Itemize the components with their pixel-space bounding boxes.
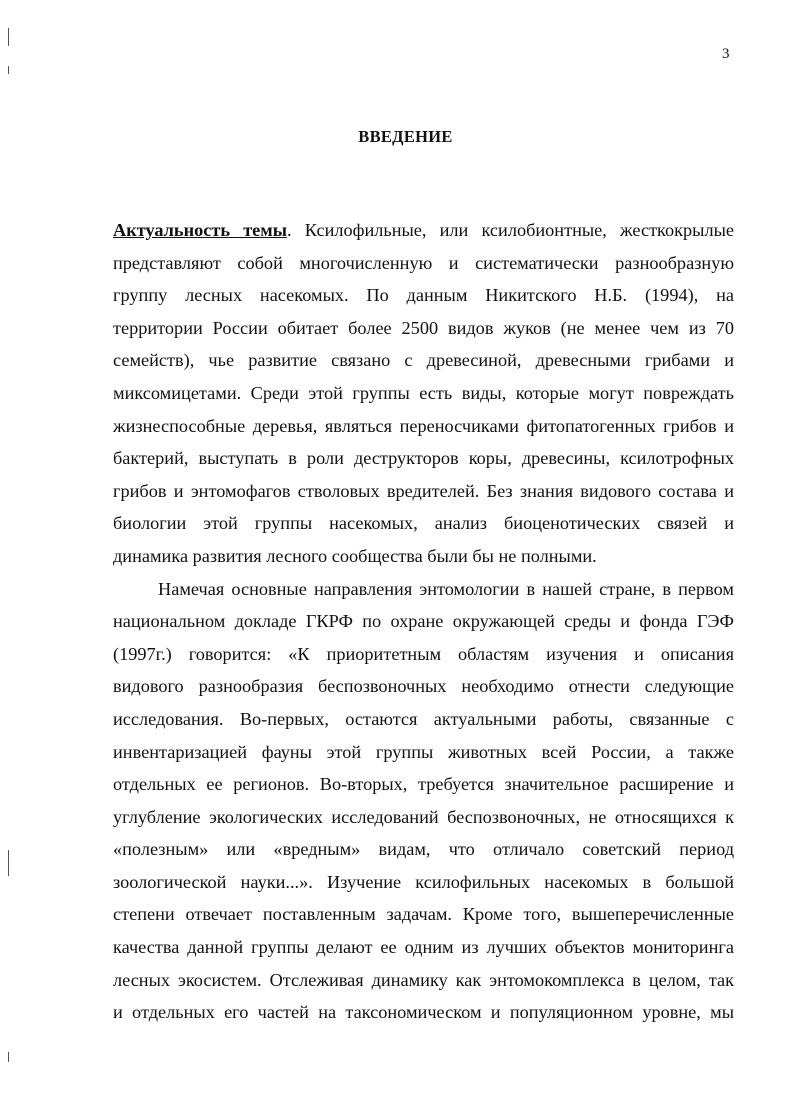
paragraph-line: зоологической науки...». Изучение ксилофильных насекомых в большой (113, 871, 734, 892)
paragraph-line: исследования. Во-первых, остаются актуальными работы, связанные с (113, 708, 734, 729)
paragraph-line: национальном докладе ГКРФ по охране окружающей среды и фонда ГЭФ (113, 611, 734, 632)
paragraph-line: бактерий, выступать в роли деструкторов коры, древесины, ксилотрофных (113, 448, 734, 469)
paragraph-line: степени отвечает поставленным задачам. Кроме того, вышеперечисленные (113, 904, 734, 925)
paragraph-line: семейств), чье развитие связано с древесиной, древесными грибами и (113, 350, 734, 371)
paragraph-line: биологии этой группы насекомых, анализ биоценотических связей и (113, 513, 734, 534)
paragraph-line: видового разнообразия беспозвоночных необходимо отнести следующие (113, 676, 734, 697)
paragraph-line: Актуальность темы. Ксилофильные, или ксилобионтные, жесткокрылые (113, 220, 734, 240)
paragraph-line: (1997г.) говорится: «К приоритетным областям изучения и описания (113, 643, 734, 664)
paragraph-line: территории России обитает более 2500 видов жуков (не менее чем из 70 (113, 317, 734, 338)
paragraph-line: лесных экосистем. Отслеживая динамику как энтомокомплекса в целом, так (113, 969, 734, 990)
paragraph-line: инвентаризацией фауны этой группы животных всей России, а также (113, 741, 734, 762)
scan-artifact (8, 850, 9, 876)
scan-artifact (8, 1052, 9, 1062)
paragraph-line: отдельных ее регионов. Во-вторых, требуется значительное расширение и (113, 774, 734, 795)
paragraph-line: динамика развития лесного сообщества были бы не полными. (113, 545, 597, 566)
paragraph-line: «полезным» или «вредным» видам, что отличало советский период (113, 839, 734, 860)
paragraph-line: группу лесных насекомых. По данным Никитского Н.Б. (1994), на (113, 285, 734, 306)
page-number: 3 (722, 46, 730, 62)
paragraph-line: качества данной группы делают ее одним из лучших объектов мониторинга (113, 937, 734, 958)
scan-artifact (8, 28, 9, 46)
paragraph-line: Намечая основные направления энтомологии в нашей стране, в первом (158, 578, 734, 599)
paragraph-line: грибов и энтомофагов стволовых вредителей. Без знания видового состава и (113, 480, 734, 501)
section-heading: ВВЕДЕНИЕ (358, 127, 453, 146)
paragraph-line: представляют собой многочисленную и систематически разнообразную (113, 252, 734, 273)
scan-artifact (8, 66, 9, 74)
body-text (113, 214, 734, 1029)
paragraph-relevance (113, 214, 734, 573)
topic-label: Актуальность темы (113, 220, 288, 240)
paragraph-line: жизнеспособные деревья, являться переносчиками фитопатогенных грибов и (113, 415, 734, 436)
paragraph-line: и отдельных его частей на таксономическом и популяционном уровне, мы (113, 1002, 734, 1023)
paragraph-line: углубление экологических исследований беспозвоночных, не относящихся к (113, 806, 734, 827)
paragraph-line: миксомицетами. Среди этой группы есть виды, которые могут повреждать (113, 382, 734, 403)
paragraph-directions (113, 573, 734, 1029)
